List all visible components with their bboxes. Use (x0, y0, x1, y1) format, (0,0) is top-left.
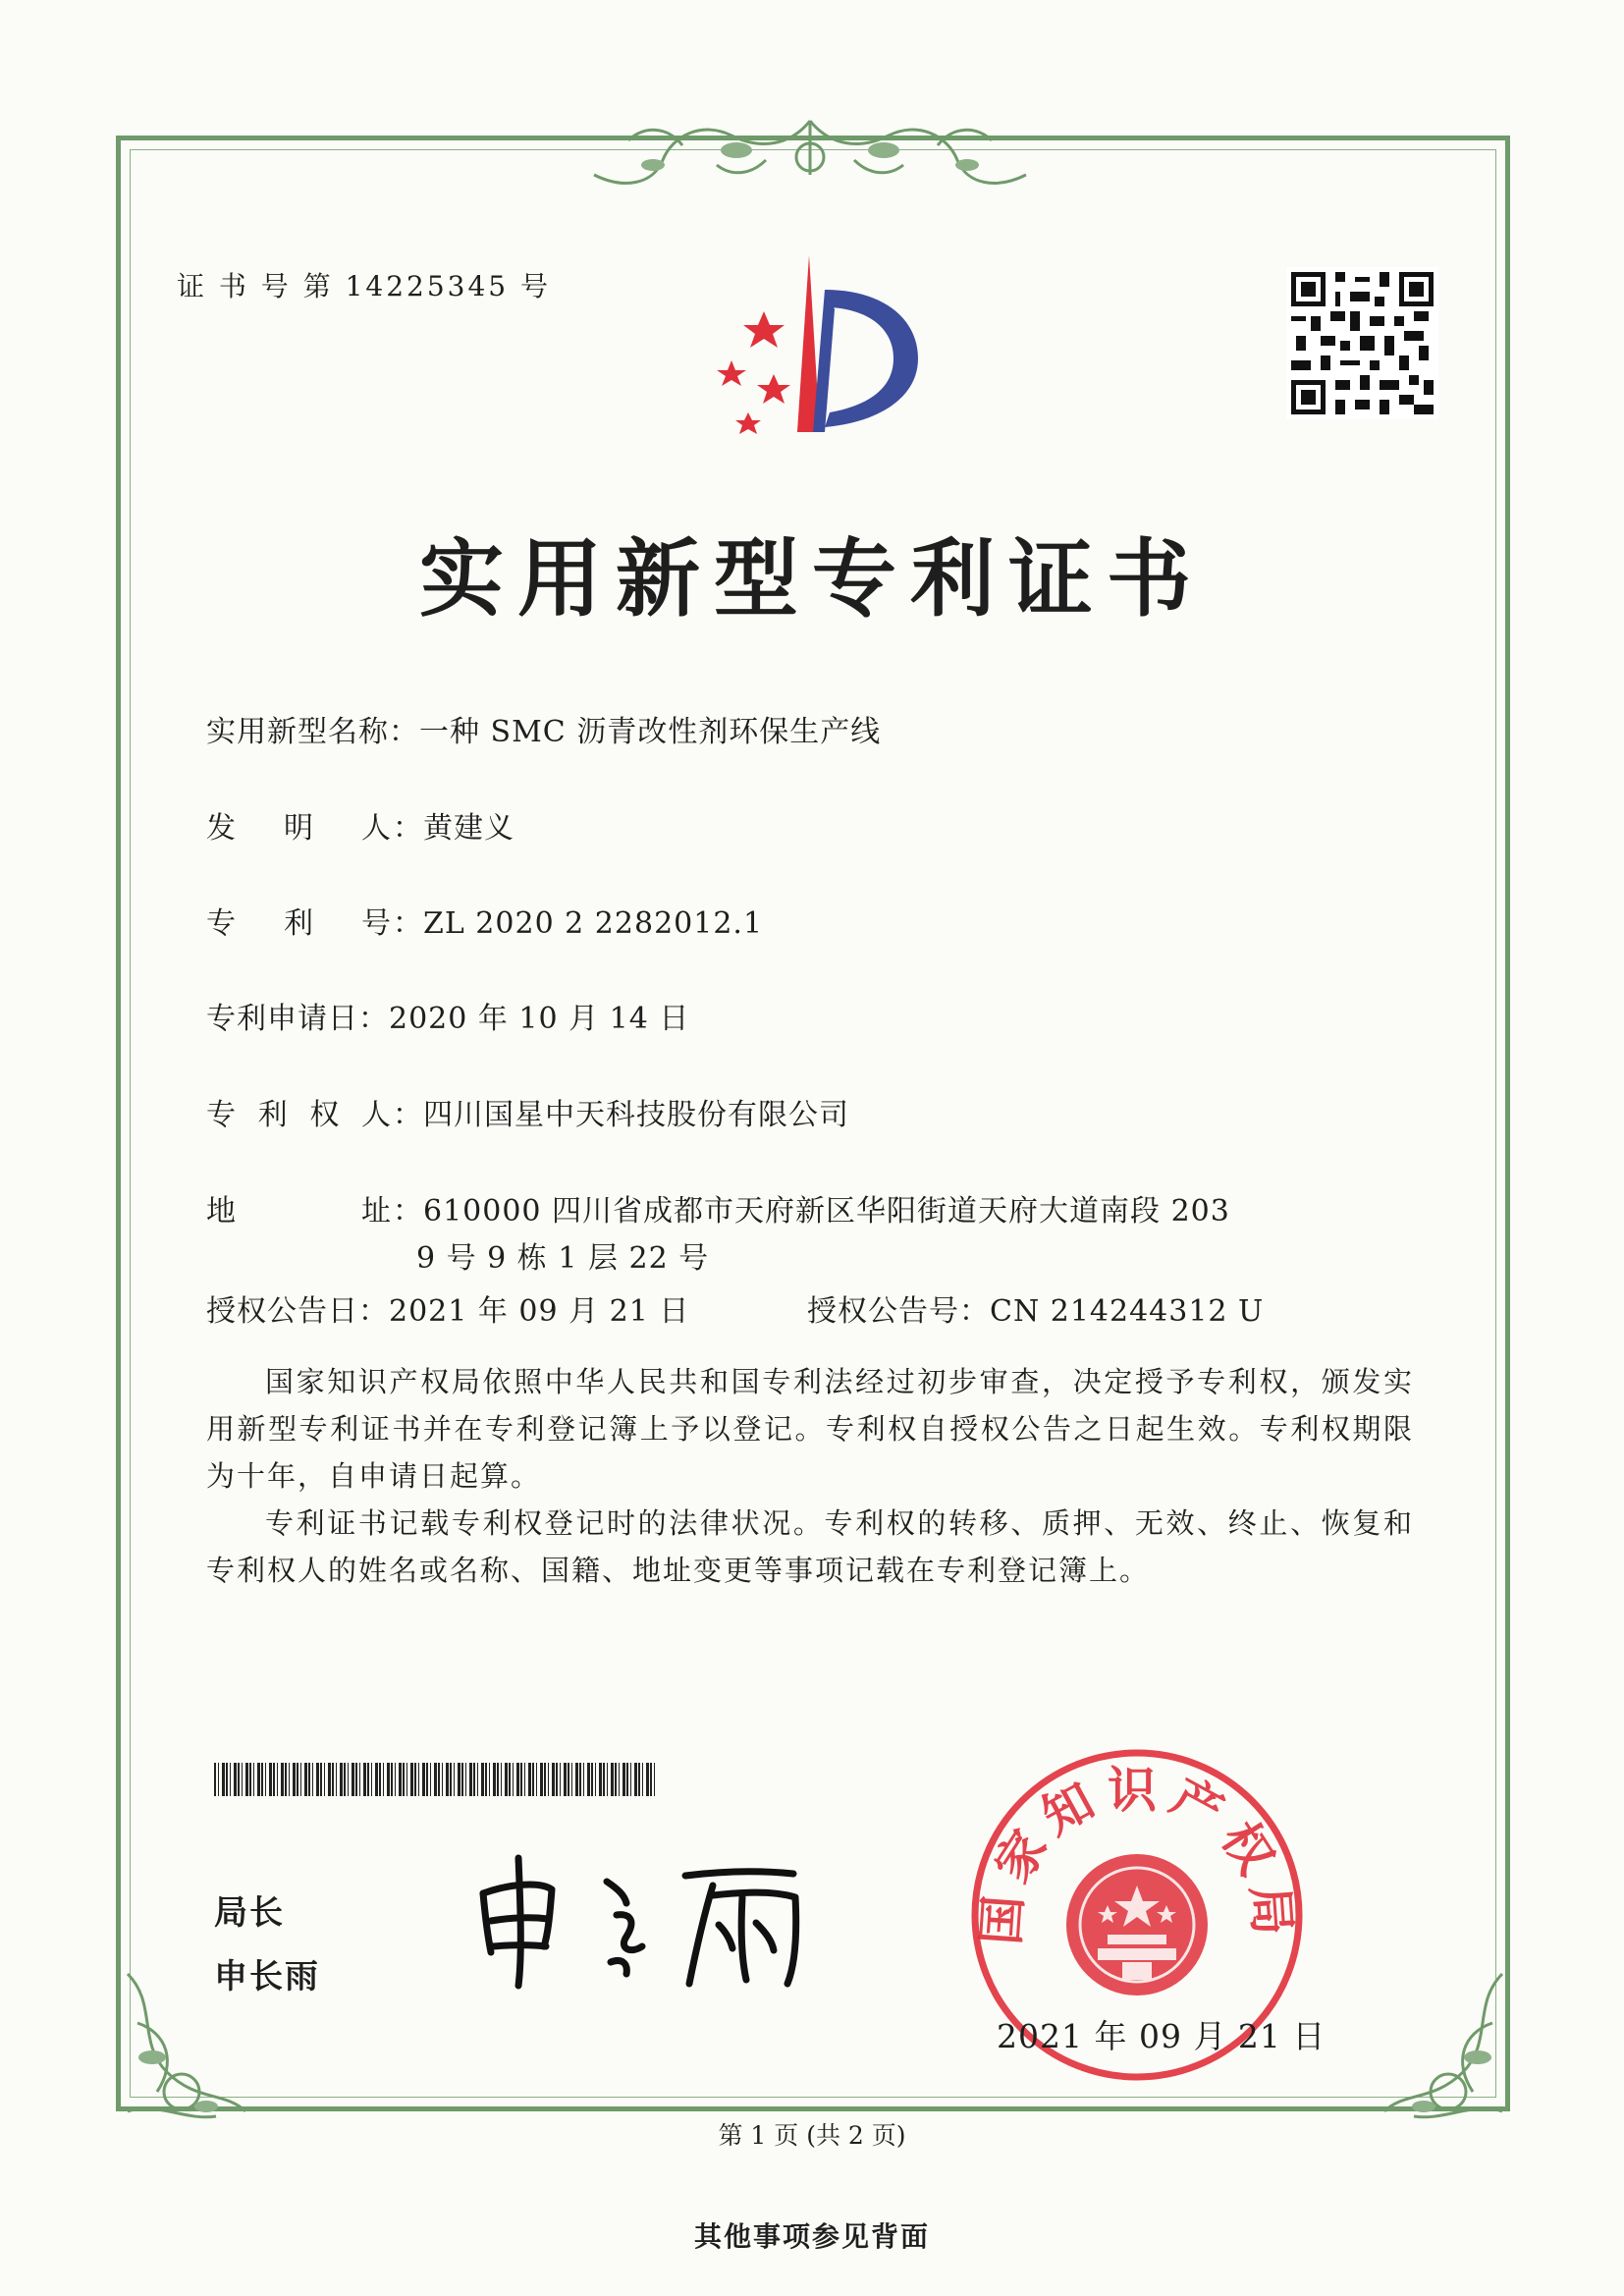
field-value: ：黄建义 (393, 811, 514, 846)
field-patent-number (206, 899, 763, 942)
field-value: CN 214244312 U (990, 1294, 1265, 1329)
field-label: 地 址 (206, 1194, 393, 1229)
field-value: 一种 SMC 沥青改性剂环保生产线 (419, 715, 882, 749)
field-label: 专利申请日： (206, 1002, 389, 1036)
field-address (206, 1186, 1230, 1230)
signatory-title: 局长 (214, 1893, 285, 1933)
footer-note: 其他事项参见背面 (693, 2220, 930, 2253)
certificate-number: 证 书 号 第 14225345 号 (177, 270, 552, 302)
field-label: 授权公告日： (206, 1294, 389, 1329)
field-label: 专 利 权 人 (206, 1098, 393, 1132)
field-value: ：610000 四川省成都市天府新区华阳街道天府大道南段 203 (393, 1194, 1230, 1229)
field-patentee (206, 1090, 849, 1133)
barcode (214, 1763, 656, 1796)
certificate-title: 实用新型专利证书 (419, 529, 1205, 629)
svg-text:国家知识产权局: 国家知识产权局 (972, 1762, 1302, 1947)
field-grant-number (807, 1286, 1264, 1330)
field-utility-model-name (206, 707, 881, 750)
body-paragraph-2: 专利证书记载专利权登记时的法律状况。专利权的转移、质押、无效、终止、恢复和专利权人的姓名或名称、国籍、地址变更等事项记载在专利登记簿上。 (206, 1506, 1414, 1587)
body-paragraph-1: 国家知识产权局依照中华人民共和国专利法经过初步审查，决定授予专利权，颁发实用新型专利证书并在专利登记簿上予以登记。专利权自授权公告之日起生效。专利权期限为十年，自申请日起算。 (206, 1365, 1414, 1493)
field-label: 发 明 人 (206, 811, 393, 846)
handwritten-signature (461, 1846, 835, 1994)
signatory-name: 申长雨 (214, 1957, 320, 1996)
field-label: 专 利 号 (206, 906, 393, 941)
field-inventor (206, 803, 514, 847)
field-value: ：四川国星中天科技股份有限公司 (393, 1098, 849, 1132)
field-grant-date (206, 1286, 689, 1330)
top-ornament (565, 106, 1056, 199)
seal-date: 2021 年 09 月 21 日 (997, 2017, 1326, 2055)
field-label: 授权公告号： (807, 1294, 990, 1329)
bottom-right-ornament (1375, 1964, 1522, 2131)
field-value: 2020 年 10 月 14 日 (389, 1002, 690, 1036)
page-number: 第 1 页 (共 2 页) (718, 2121, 906, 2150)
field-value: ：ZL 2020 2 2282012.1 (393, 906, 764, 941)
field-value: 2021 年 09 月 21 日 (389, 1294, 690, 1329)
patent-logo-icon (687, 250, 933, 437)
field-address-line-2: 9 号 9 栋 1 层 22 号 (416, 1241, 710, 1276)
field-label: 实用新型名称： (206, 715, 419, 749)
qr-code-icon (1286, 267, 1438, 419)
field-application-date (206, 994, 689, 1037)
